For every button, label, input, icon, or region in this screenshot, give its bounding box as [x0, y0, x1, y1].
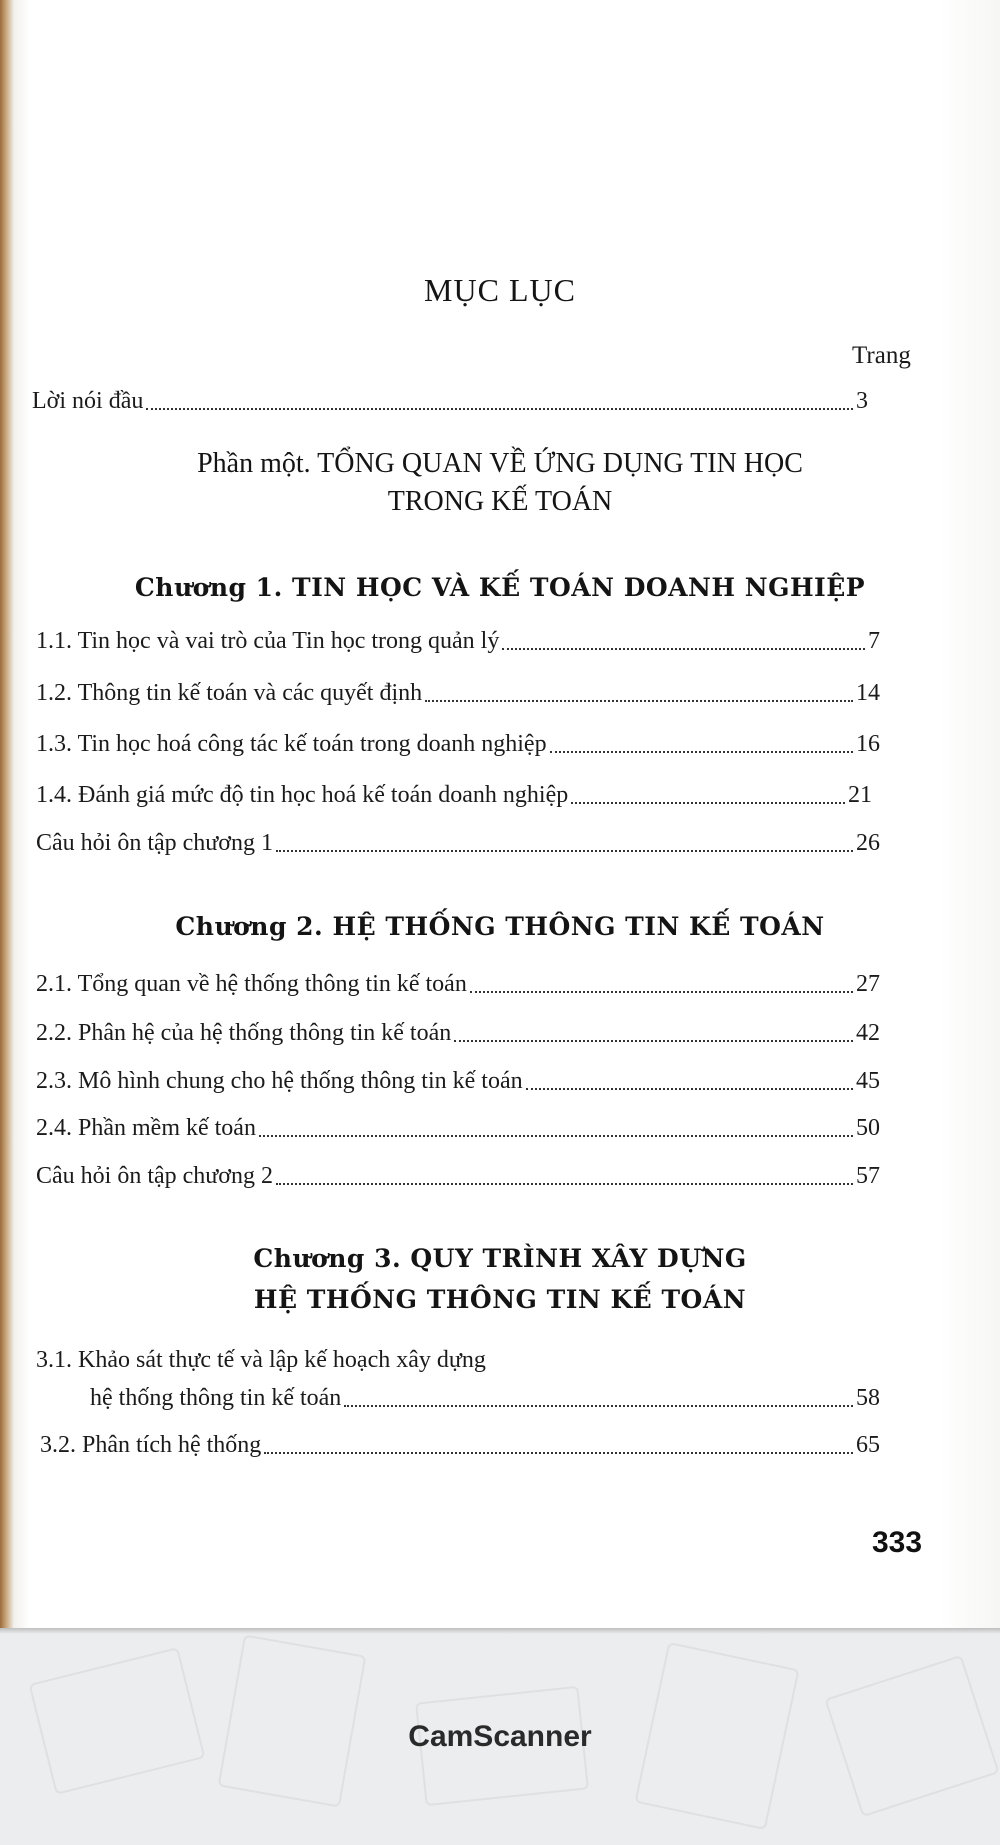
camscanner-watermark: CamScanner [408, 1720, 592, 1753]
toc-entry: 1.4. Đánh giá mức độ tin học hoá kế toán doanh nghiệp 21 [36, 782, 872, 808]
toc-entry: 1.3. Tin học hoá công tác kế toán trong doanh nghiệp 16 [36, 731, 880, 757]
dot-leader [146, 407, 853, 410]
toc-entry-preface: Lời nói đầu 3 [32, 388, 868, 414]
toc-entry: 2.1. Tổng quan về hệ thống thông tin kế toán 27 [36, 971, 880, 997]
toc-entry: 2.2. Phân hệ của hệ thống thông tin kế toán 42 [36, 1020, 880, 1046]
toc-entry-label: 3.1. Khảo sát thực tế và lập kế hoạch xây dựng [36, 1347, 486, 1373]
page-number: 333 [872, 1526, 923, 1559]
toc-entry: 2.3. Mô hình chung cho hệ thống thông tin kế toán 45 [36, 1068, 880, 1094]
chapter-heading: Chương 1. TIN HỌC VÀ KẾ TOÁN DOANH NGHIỆP [134, 573, 866, 602]
toc-entry: hệ thống thông tin kế toán 58 [90, 1385, 880, 1411]
chapter-heading: Chương 3. QUY TRÌNH XÂY DỰNG HỆ THỐNG THÔNG TIN KẾ TOÁN [253, 1244, 747, 1314]
toc-entry: 2.4. Phần mềm kế toán 50 [36, 1115, 880, 1141]
book-spine [0, 0, 14, 1628]
chapter-heading: Chương 2. HỆ THỐNG THÔNG TIN KẾ TOÁN [175, 912, 825, 941]
toc-entry: 1.1. Tin học và vai trò của Tin học trong quản lý 7 [36, 628, 880, 654]
toc-entry: 1.2. Thông tin kế toán và các quyết định 14 [36, 680, 880, 706]
page-column-label: Trang [852, 342, 911, 369]
toc-entry: Câu hỏi ôn tập chương 2 57 [36, 1163, 880, 1189]
toc-entry: Câu hỏi ôn tập chương 1 26 [36, 830, 880, 856]
part-title: Phần một. TỔNG QUAN VỀ ỨNG DỤNG TIN HỌC TRONG KẾ TOÁN [197, 448, 803, 517]
page-title: MỤC LỤC [424, 272, 576, 308]
toc-entry: 3.2. Phân tích hệ thống 65 [40, 1432, 880, 1458]
